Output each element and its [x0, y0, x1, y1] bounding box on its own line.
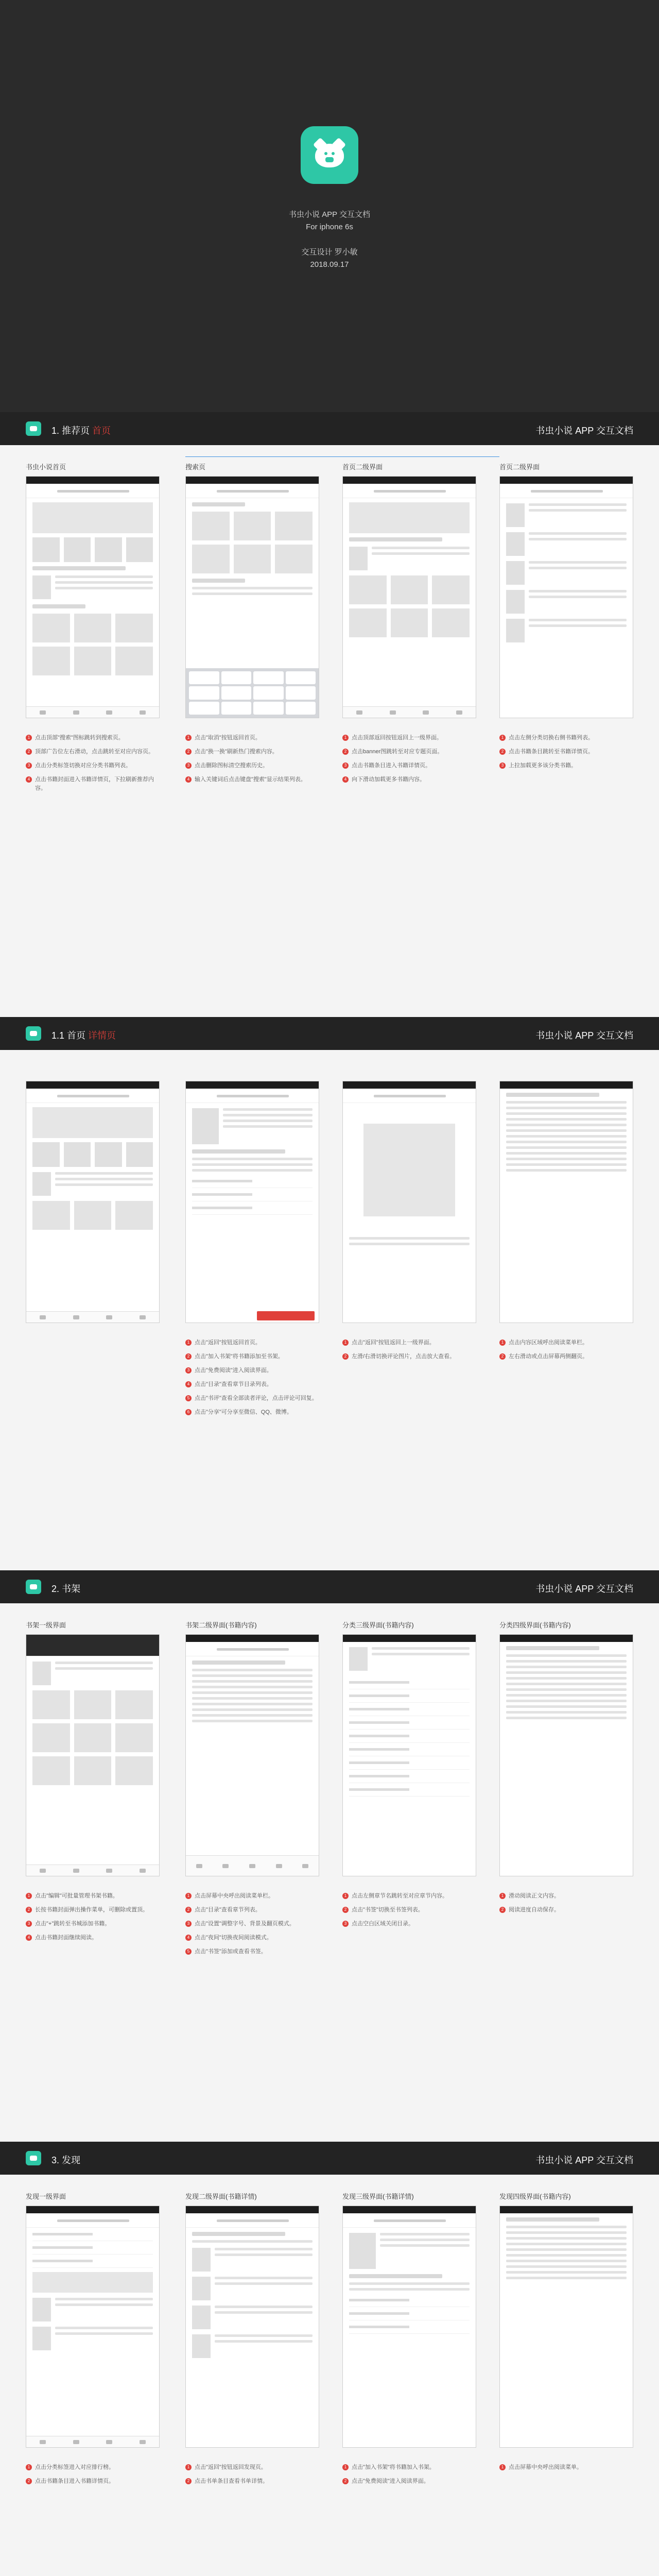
phone-reader [499, 1634, 633, 1876]
notes-col: 1 点击内容区域呼出阅读菜单栏。 2 左右滑动或点击屏幕两侧翻页。 [499, 1338, 638, 1366]
phone-home [26, 1081, 160, 1323]
column-title: 书虫小说首页 [26, 463, 66, 471]
cover-page [0, 0, 659, 412]
section-header-bookshelf [0, 1570, 659, 1603]
doc-name: 书虫小说 APP 交互文档 [535, 2155, 633, 2165]
section-title: 1.1 首页 [51, 1030, 86, 1041]
notes-col: 1 点击屏幕中央呼出阅读菜单栏。 2 点击"目录"查看章节列表。 3 点击"设置"调整字号、背景及翻页模式。 4 点击"夜间"切换夜间阅读模式。 5 点击"书签"添加或查看书签。 [185, 1892, 324, 1961]
app-logo-icon [301, 126, 358, 184]
phone-search [185, 476, 319, 718]
notes-col: 1 点击左侧分类切换右侧书籍列表。 2 点击书籍条目跳转至书籍详情页。 3 上拉加载更多该分类书籍。 [499, 734, 638, 775]
section-title: 1. 推荐页 [51, 426, 90, 436]
section-body-detail [0, 1050, 659, 1570]
phone-book-detail [185, 1081, 319, 1323]
section-header-detail [0, 1017, 659, 1050]
phone-reader-menu [185, 1634, 319, 1876]
column-title: 发现四级界面(书籍内容) [499, 2193, 571, 2200]
column-title: 发现一级界面 [26, 2193, 66, 2200]
section-body-discover [0, 2175, 659, 2576]
column-title: 发现三级界面(书籍详情) [342, 2193, 414, 2200]
notes-col: 1 滑动阅读正文内容。 2 阅读进度自动保存。 [499, 1892, 638, 1920]
doc-name: 书虫小说 APP 交互文档 [535, 1584, 633, 1594]
phone-book-detail [342, 2206, 476, 2448]
notes-col: 1 点击"返回"按钮返回上一级界面。 2 左滑/右滑切换评论图片，点击放大查看。 [342, 1338, 481, 1366]
column-title: 分类四级界面(书籍内容) [499, 1621, 571, 1629]
book-icon [26, 1026, 41, 1041]
notes-col: 1 点击顶部"搜索"图标跳转到搜索页。 2 顶部广告位左右滑动，点击跳转至对应内容页。 3 点击分类标签切换对应分类书籍列表。 4 点击书籍封面进入书籍详情页，下拉刷新推荐内容。 [26, 734, 165, 798]
book-icon [26, 421, 41, 436]
phone-booklist [185, 2206, 319, 2448]
phone-bookshelf [26, 1634, 160, 1876]
column-title: 发现二级界面(书籍详情) [185, 2193, 257, 2200]
section-title-highlight: 详情页 [88, 1030, 116, 1041]
phone-reader [499, 2206, 633, 2448]
section-body-recommend [0, 445, 659, 1017]
book-icon [26, 1580, 41, 1594]
section-header-recommend [0, 412, 659, 445]
phone-home-sub [342, 476, 476, 718]
phone-discover [26, 2206, 160, 2448]
section-title: 3. 发现 [51, 2155, 81, 2165]
column-title: 书架二级界面(书籍内容) [185, 1621, 257, 1629]
notes-col: 1 点击分类标签进入对应排行榜。 2 点击书籍条目进入书籍详情页。 [26, 2463, 165, 2491]
column-title: 首页二级界面 [342, 463, 383, 471]
column-title: 搜索页 [185, 463, 206, 471]
doc-name: 书虫小说 APP 交互文档 [535, 426, 633, 436]
phone-category [499, 476, 633, 718]
notes-col: 1 点击"编辑"可批量管理书架书籍。 2 长按书籍封面弹出操作菜单，可删除或置顶。 3 点击"+"跳转至书城添加书籍。 4 点击书籍封面继续阅读。 [26, 1892, 165, 1947]
cover-author: 交互设计 罗小敏 [301, 248, 358, 257]
doc-name: 书虫小说 APP 交互文档 [535, 1030, 633, 1041]
section-body-bookshelf [0, 1603, 659, 2142]
notes-col: 1 点击顶部返回按钮返回上一级界面。 2 点击banner图跳转至对应专题页面。 3 点击书籍条目进入书籍详情页。 4 向下滑动加载更多书籍内容。 [342, 734, 481, 789]
cover-subtitle: For iphone 6s [306, 223, 353, 231]
notes-col: 1 点击屏幕中央呼出阅读菜单。 [499, 2463, 638, 2477]
notes-col: 1 点击"取消"按钮返回首页。 2 点击"换一换"刷新热门搜索内容。 3 点击删除图标清空搜索历史。 4 输入关键词后点击键盘"搜索"显示结果列表。 [185, 734, 324, 789]
phone-home [26, 476, 160, 718]
phone-toc [342, 1634, 476, 1876]
column-title: 书架一级界面 [26, 1621, 66, 1629]
flow-line [185, 456, 499, 457]
column-title: 首页二级界面 [499, 463, 540, 471]
cover-title: 书虫小说 APP 交互文档 [288, 210, 371, 219]
section-title: 2. 书架 [51, 1584, 81, 1594]
notes-col: 1 点击"返回"按钮返回首页。 2 点击"加入书架"将书籍添加至书架。 3 点击"免费阅读"进入阅读界面。 4 点击"目录"查看章节目录列表。 5 点击"书评"查看全部读者评论，点击评论可回复。 6 点击"分享"可分享至微信、QQ、微博。 [185, 1338, 324, 1422]
section-title-highlight: 首页 [92, 426, 111, 436]
phone-reader [499, 1081, 633, 1323]
cover-date: 2018.09.17 [310, 260, 349, 269]
column-title: 分类三级界面(书籍内容) [342, 1621, 414, 1629]
notes-col: 1 点击"加入书架"将书籍加入书架。 2 点击"免费阅读"进入阅读界面。 [342, 2463, 481, 2491]
phone-review-image [342, 1081, 476, 1323]
notes-col: 1 点击"返回"按钮返回发现页。 2 点击书单条目查看书单详情。 [185, 2463, 324, 2491]
notes-col: 1 点击左侧章节名跳转至对应章节内容。 2 点击"书签"切换至书签列表。 3 点击空白区域关闭目录。 [342, 1892, 481, 1934]
section-header-discover [0, 2142, 659, 2175]
book-icon [26, 2151, 41, 2165]
